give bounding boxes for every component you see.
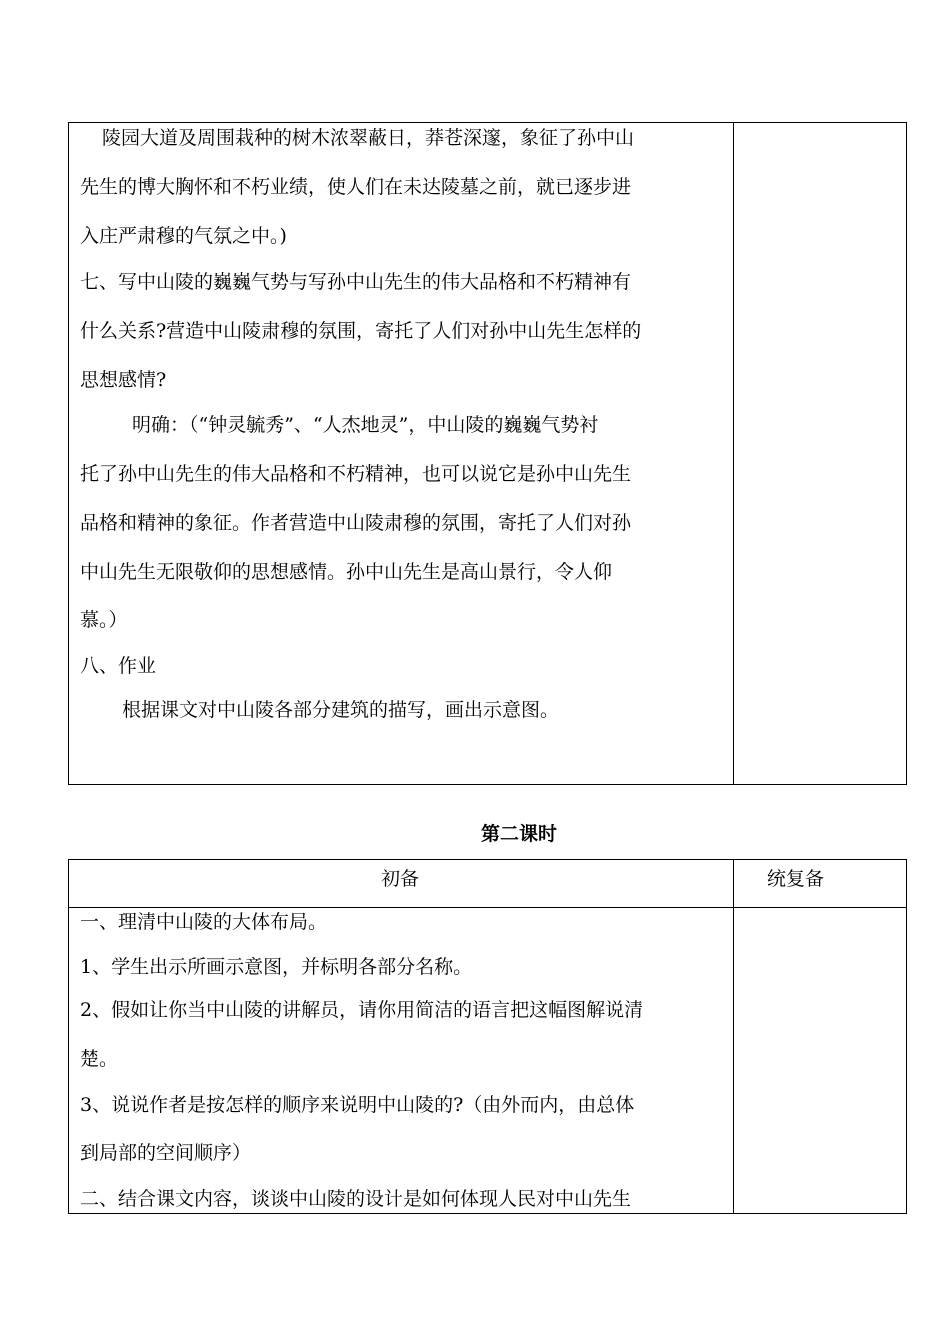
table1-line-4: 七、写中山陵的巍巍气势与写孙中山先生的伟大品格和不朽精神有 [80,271,632,293]
table1-line-5: 什么关系?营造中山陵肃穆的氛围，寄托了人们对孙中山先生怎样的 [80,320,642,342]
table1-line-2: 先生的博大胸怀和不朽业绩，使人们在未达陵墓之前，就已逐步进 [80,176,632,198]
table2-line-4: 楚。 [80,1048,119,1070]
table1-line-3: 入庄严肃穆的气氛之中。) [80,225,287,247]
table2-line-6: 到局部的空间顺序） [80,1142,252,1164]
table1-line-9: 品格和精神的象征。作者营造中山陵肃穆的氛围，寄托了人们对孙 [80,512,632,534]
table1-line-7: 明确：（“钟灵毓秀”、“人杰地灵”，中山陵的巍巍气势衬 [132,414,599,436]
table2-header-right-label: 统复备 [767,868,825,890]
table1-line-13: 根据课文对中山陵各部分建筑的描写，画出示意图。 [122,699,560,721]
table2-body-left [68,907,734,1214]
table2-line-7: 二、结合课文内容，谈谈中山陵的设计是如何体现人民对中山先生 [80,1188,632,1210]
table1-left-cell [68,122,734,785]
table2-header-left-label: 初备 [381,868,420,890]
table1-line-1: 陵园大道及周围栽种的树木浓翠蔽日，莽苍深邃，象征了孙中山 [102,127,635,149]
table1-line-12: 八、作业 [80,655,157,677]
table1-line-6: 思想感情? [80,369,167,391]
table1-right-cell [733,122,907,785]
table1-line-10: 中山先生无限敬仰的思想感情。孙中山先生是高山景行，令人仰 [80,561,613,583]
table1-line-8: 托了孙中山先生的伟大品格和不朽精神，也可以说它是孙中山先生 [80,463,632,485]
table2-line-2: 1、学生出示所画示意图，并标明各部分名称。 [80,956,473,978]
table2-line-5: 3、说说作者是按怎样的顺序来说明中山陵的?（由外而内，由总体 [80,1094,635,1116]
table2-line-3: 2、假如让你当中山陵的讲解员，请你用简洁的语言把这幅图解说清 [80,999,644,1021]
table2-line-1: 一、理清中山陵的大体布局。 [80,911,328,933]
section-title: 第二课时 [481,823,558,845]
table2-body-right [733,907,907,1214]
table1-line-11: 慕。） [80,609,128,631]
